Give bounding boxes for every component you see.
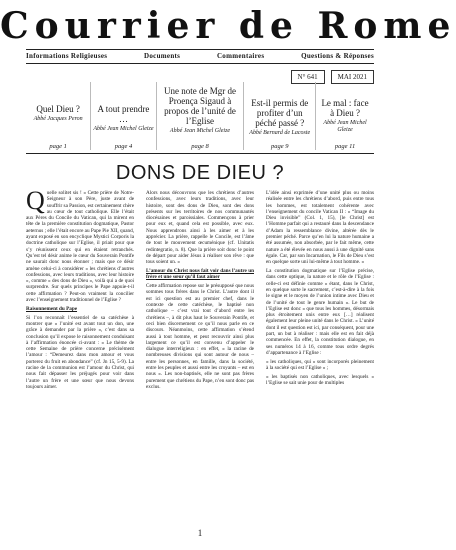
nav-commentaires: Commentaires <box>216 52 265 60</box>
teaser-title: Est-il permis de profiter d’un péché passé ? <box>251 98 309 128</box>
paragraph: Cette affirmation repose sur le présupposé que nous sommes tous frères dans le Christ. L’autre dont il est ici question est au premier chef, dans le contexte de cette catéchèse, le baptisé non catholique – c’est vrai tout d’abord entre les chrétiens –, à dit plus haut le Souverain Pontife, et ceci bien discernement ce qu’il nous parle en ce discours. Néanmoins, cette affirmation s’étend aussi à tout homme, et peut recouvrir ainsi plus largement ce qu’il est convenu d’appeler le dialogue interreligieux : en effet, « la racine de nombreuses divisions qui sont autour de nous – entre les personnes, en famille, dans la société, entre les peuples et aussi entre les croyants – est en nous ». Les non-baptisés, elle ne sont pas frères purement que chrétiens du Pape, n’en sont donc pas exclus. <box>146 283 254 390</box>
nav-questions: Questions & Réponses <box>301 52 374 60</box>
teaser-page: page 11 <box>334 143 356 150</box>
paragraph: La constitution dogmatique sur l’Eglise précise, dans cette optique, la nature et le rôle de l’Eglise : celle-ci est définie comme « étant, dans le Christ, en quelque sorte le sacrement, c’est-à-dire à la fois le signe et le moyen de l’union intime avec Dieu et de l’unité de tout le genre humain ». Le but de l’Eglise est donc « que tous les hommes, désormais plus étroitement unis entre eux […] réalisent également leur pleine unité dans le Christ. » L’unité dont il est question est ici, par conséquent, pour une part, un but à réaliser : mais elle est en fait déjà commencée. En effet, la constitution dialogue, en ses numéros 14 à 16, comme tous ordre degrés d’appartenance à l’Eglise : <box>266 268 374 356</box>
nav-informations: Informations Religieuses <box>26 52 108 60</box>
subheading: Raisonnement du Pape <box>26 305 78 312</box>
paragraph-text: uelle solitet sis ! « Cette prière de Notre-Seigneur à son Père, juste avant de souffrir sa Passion, est certainement chère au cœur de tout catholique. Elle l’était aux Pères du Concile du Vatican, qui la mirent en tête de la première constitution dogmatique, Pastor aeternus ; elle l’était encore au Pape Pie XII, quand, ayant exposé en son encyclique Mystici Corporis la doctrine catholique sur l’Eglise, il priait pour que s’y réunissent ceux qui en étaient retranchés. Qu’est tel désir anime le cœur du Souverain Pontife ne saurait donc nous étonner ; mais que ce désir amène celui-ci à considérer « les chrétiens d’autres confessions, avec leurs traditions, avec leur histoire », comme « des dons de Dieu », voilà qui a de quoi surprendre. Sur quels principes le Pape appuie-t-il cette affirmation ? Peut-on vraiment la concilier avec l’enseignement traditionnel de l’Eglise ? <box>26 190 134 304</box>
paragraph <box>26 186 134 304</box>
teaser-3 <box>156 82 244 150</box>
issue-date: MAI 2021 <box>331 70 374 84</box>
issue-number: N° 641 <box>291 70 325 84</box>
masthead-rule <box>26 49 374 50</box>
teaser-5 <box>315 82 374 150</box>
teaser-author: Abbé Jean Michel Gleize <box>323 120 367 133</box>
nav-rule <box>26 63 374 64</box>
teaser-1 <box>26 82 90 150</box>
teaser-title: A tout prendre … <box>97 104 150 124</box>
teaser-author: Abbé Jacques Peron <box>33 116 83 122</box>
paragraph: « les baptisés non catholiques, avec lesquels « l’Eglise se sait unie pour de multiples <box>266 373 374 387</box>
teaser-title: Quel Dieu ? <box>36 104 80 114</box>
teaser-2 <box>90 82 155 150</box>
paragraph: L’idée ainsi exprimée d’une unité plus ou moins réalisée entre les chrétiens d’abord, puis entre tous les hommes, est totalement cohérente avec l’enseignement du concile Vatican II : « “Image du Dieu invisible” (Col. 1, 15), [le Christ] est l’Homme parfait qui a restauré dans la descendance d’Adam la ressemblance divine, altérée dès le premier péché. Parce qu’en lui la nature humaine a été assumée, non absorbée, par le fait même, cette nature a été élevée en nous aussi à une dignité sans égale. Car, par son Incarnation, le Fils de Dieu s’est en quelque sorte uni lui-même à tout homme. » <box>266 190 374 266</box>
nav-documents: Documents <box>144 52 181 60</box>
article-headline: DONS DE DIEU ? <box>115 162 285 184</box>
teaser-page: page 8 <box>191 143 209 150</box>
teaser-author: Abbé Bernard de Lacoste <box>249 130 311 136</box>
teaser-author: Abbé Jean Michel Gleize <box>169 128 231 134</box>
teaser-author: Abbé Jean Michel Gleize <box>93 126 154 132</box>
masthead-title: Courrier de Rome <box>0 5 456 47</box>
teaser-title: Le mal : face à Dieu ? <box>321 98 369 118</box>
paragraph: « les catholiques, qui « sont incorporés pleinement à la société qui est l’Eglise » ; <box>266 358 374 372</box>
article-column-2 <box>146 190 254 530</box>
teasers-rule <box>26 153 374 154</box>
paragraph: Si l’on reconnaît l’essentiel de sa catéchèse à montrer que « l’unité est avant tout un don, une grâce à demander par la prière », c’est dans sa conclusion qu’il expose le raisonnement conduisant à l’affirmation énoncée ci-avant : « Le thème de cette Semaine de prière concerne précisément l’amour : “Demeurez dans mon amour et vous porterez du fruit en abondance” (cf. Jn 15, 5-9). La racine de la communion est l’amour du Christ, qui nous fait dépasser les préjugés pour voir dans l’autre un frère et une sœur que nous devons toujours aimer. <box>26 314 134 390</box>
page-number: 1 <box>197 528 203 538</box>
contents-teasers <box>26 82 374 150</box>
article-column-1 <box>26 186 134 530</box>
teaser-4 <box>243 82 315 150</box>
section-nav <box>26 52 374 60</box>
drop-cap: Q <box>26 186 45 215</box>
teaser-title: Une note de Mgr de Proença Sigaud à propos de l’unité de l’Eglise <box>164 86 236 126</box>
subheading: L’amour du Christ nous fait voir dans l’autre un frère et une sœur qu’il faut aimer <box>146 268 254 281</box>
teaser-page: page 9 <box>271 143 289 150</box>
teaser-page: page 4 <box>114 143 133 150</box>
article-column-3 <box>266 190 374 530</box>
paragraph: Alors nous découvrons que les chrétiens d’autres confessions, avec leurs traditions, avec leur histoire, sont des dons de Dieu, sont des dons présents sur les territoires de nos communautés diocésaines et paroissiales. Commençons à prier pour eux et, quand cela est possible, avec eux. Nous apprendrons ainsi à les aimer et à les apprécier. La prière, rappelle le Concile, est l’âme de tout le mouvement œcuménique (cf. Unitatis redintegratio, n. 8). Que la prière soit donc le point de départ pour aider Jésus à réaliser son rêve : que tous soient un. » <box>146 190 254 266</box>
teaser-page: page 1 <box>49 143 67 150</box>
